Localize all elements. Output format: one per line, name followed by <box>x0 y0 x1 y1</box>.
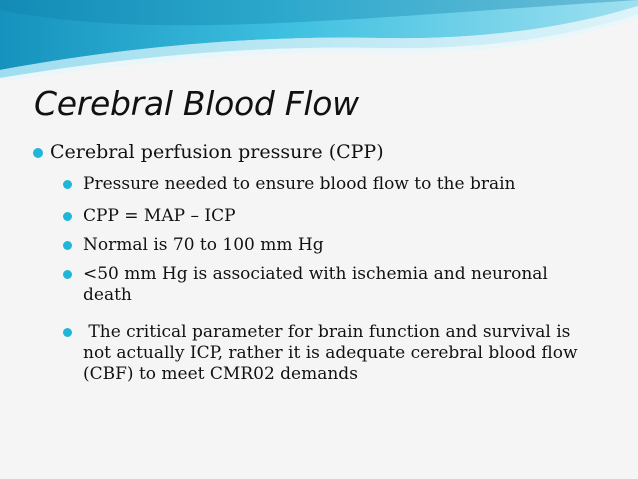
bullet-dot-icon <box>63 241 72 250</box>
sub-bullet <box>63 264 583 306</box>
bullet-dot-icon <box>33 148 43 158</box>
sub-bullet-text: Normal is 70 to 100 mm Hg <box>83 235 324 255</box>
bullet-dot-icon <box>63 270 72 279</box>
header-wave-decoration <box>0 0 638 80</box>
slide-title: Cerebral Blood Flow <box>34 84 359 123</box>
main-bullet <box>38 141 384 163</box>
sub-bullet-text: The critical parameter for brain function and survival is not actually ICP, rather it is adequate cerebral blood flow (CBF) to meet CMR02 demands <box>83 322 583 384</box>
bullet-dot-icon <box>63 328 72 337</box>
sub-bullet <box>63 206 623 227</box>
sub-bullet-text: <50 mm Hg is associated with ischemia and neuronal death <box>83 264 548 305</box>
sub-bullet <box>63 322 603 385</box>
main-bullet-text: Cerebral perfusion pressure (CPP) <box>50 141 384 163</box>
sub-bullet <box>63 174 623 195</box>
sub-bullet-text: CPP = MAP – ICP <box>83 206 236 226</box>
bullet-dot-icon <box>63 180 72 189</box>
bullet-dot-icon <box>63 212 72 221</box>
sub-bullet <box>63 235 623 256</box>
sub-bullet-text: Pressure needed to ensure blood flow to the brain <box>83 174 516 194</box>
